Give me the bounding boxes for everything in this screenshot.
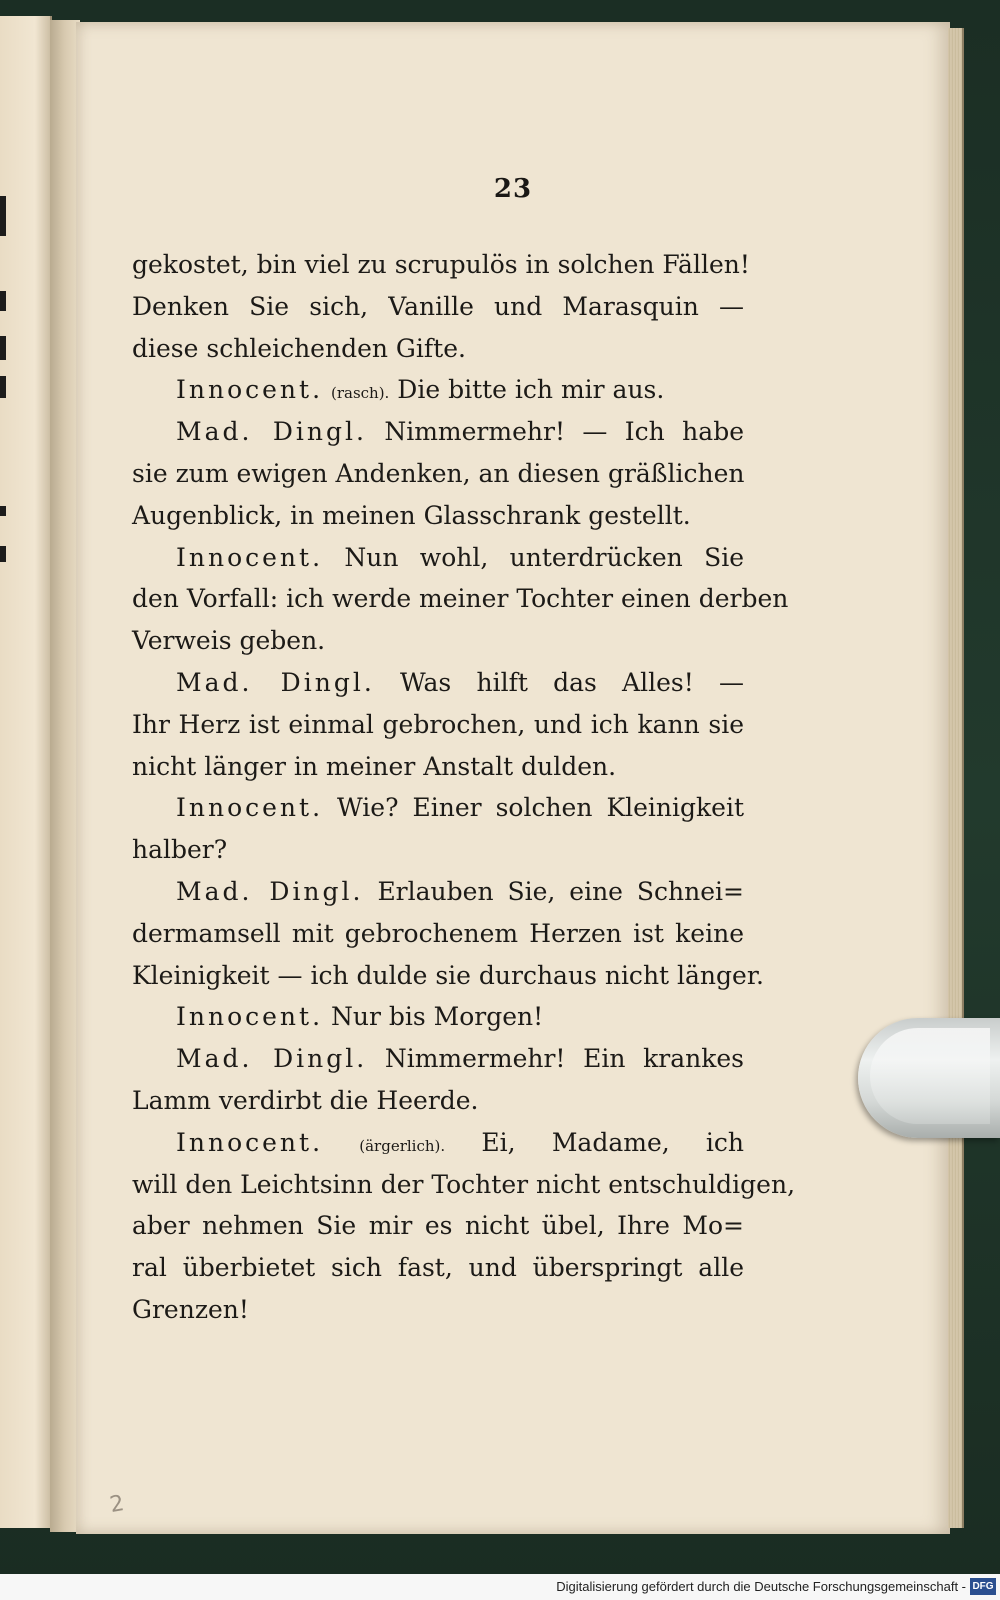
text-line: [132, 1205, 744, 1247]
text-line: [132, 1247, 744, 1289]
speaker-name: Mad. Dingl.: [176, 876, 364, 906]
ink-mark: [0, 506, 6, 516]
text-line: [132, 1289, 744, 1331]
stage-direction: (rasch).: [330, 384, 390, 403]
text-line: [132, 620, 744, 662]
line-text: will den Leichtsinn der Tochter nicht entschuldigen,: [132, 1169, 796, 1199]
pencil-mark: 2: [107, 1490, 127, 1519]
text-line: [132, 411, 744, 453]
line-text: Grenzen!: [132, 1294, 249, 1324]
page-block-edge: [948, 28, 964, 1528]
line-text: aber nehmen Sie mir es nicht übel, Ihre Mo=: [132, 1211, 744, 1241]
line-text: Verweis geben.: [132, 626, 326, 656]
stage-direction: (ärgerlich).: [359, 1136, 446, 1155]
line-text: Nur bis Morgen!: [330, 1002, 544, 1032]
line-text: Kleinigkeit — ich dulde sie durchaus nicht länger.: [132, 960, 764, 990]
speaker-name: Innocent.: [176, 1002, 324, 1032]
line-text: dermamsell mit gebrochenem Herzen ist keine: [132, 918, 744, 948]
line-text: Augenblick, in meinen Glasschrank gestellt.: [132, 500, 691, 530]
speaker-name: Mad. Dingl.: [176, 1044, 368, 1074]
book-page: [76, 22, 950, 1534]
text-line: [132, 286, 744, 328]
line-text: ral überbietet sich fast, und überspringt alle: [132, 1253, 744, 1283]
line-text: Nun wohl, unterdrücken Sie: [344, 542, 744, 572]
speaker-name: Innocent.: [176, 375, 324, 405]
line-text: halber?: [132, 835, 228, 865]
line-text: Nimmermehr! — Ich habe: [384, 417, 744, 447]
line-text: Ihr Herz ist einmal gebrochen, und ich kann sie: [132, 709, 744, 739]
text-line: [132, 1164, 796, 1206]
ink-mark: [0, 546, 6, 562]
text-line: [132, 746, 744, 788]
text-line: [132, 829, 744, 871]
text-line: [132, 453, 744, 495]
line-text: Die bitte ich mir aus.: [397, 375, 665, 405]
line-text: Wie? Einer solchen Kleinigkeit: [337, 793, 744, 823]
speaker-name: Mad. Dingl.: [176, 417, 367, 447]
speaker-name: Innocent.: [176, 793, 324, 823]
text-line: [132, 955, 764, 997]
speaker-name: Innocent.: [176, 542, 324, 572]
text-line: [132, 369, 744, 411]
line-text: den Vorfall: ich werde meiner Tochter einen derben: [132, 584, 789, 614]
text-line: [132, 578, 789, 620]
line-text: Was hilft das Alles! —: [400, 667, 744, 697]
text-line: [132, 495, 744, 537]
speaker-name: Mad. Dingl.: [176, 667, 375, 697]
line-text: Nimmermehr! Ein krankes: [384, 1044, 744, 1074]
text-line: [132, 913, 744, 955]
page-text: [132, 244, 796, 1331]
text-line: [132, 996, 744, 1038]
footer-credit: Digitalisierung gefördert durch die Deutsche Forschungsgemeinschaft -: [556, 1579, 966, 1594]
ink-mark: [0, 376, 6, 398]
text-line: [132, 787, 744, 829]
speaker-name: Innocent.: [176, 1127, 324, 1157]
ink-mark: [0, 196, 6, 236]
text-line: [132, 662, 744, 704]
line-text: Ei, Madame, ich: [481, 1127, 745, 1157]
line-text: diese schleichenden Gifte.: [132, 333, 466, 363]
line-text: Erlauben Sie, eine Schnei=: [377, 876, 744, 906]
footer-bar: [0, 1574, 1000, 1600]
line-text: gekostet, bin viel zu scrupulös in solchen Fällen!: [132, 250, 750, 279]
page-number: 23: [493, 174, 533, 204]
line-text: nicht länger in meiner Anstalt dulden.: [132, 751, 617, 781]
text-line: [132, 328, 744, 370]
line-text: Denken Sie sich, Vanille und Marasquin —: [132, 291, 744, 321]
text-line: [132, 537, 744, 579]
text-line: [132, 1122, 744, 1164]
text-line: [132, 1080, 744, 1122]
line-text: Lamm verdirbt die Heerde.: [132, 1085, 479, 1115]
previous-page-edge: [0, 16, 52, 1528]
line-text: sie zum ewigen Andenken, an diesen gräßlichen: [132, 458, 745, 488]
text-line: [132, 1038, 744, 1080]
dfg-logo: DFG: [970, 1578, 996, 1595]
page-clip-highlight: [870, 1028, 990, 1124]
text-line: [132, 244, 750, 286]
ink-mark: [0, 336, 6, 360]
ink-mark: [0, 291, 6, 311]
text-line: [132, 871, 744, 913]
page-clip: [858, 1018, 1000, 1138]
text-line: [132, 704, 744, 746]
